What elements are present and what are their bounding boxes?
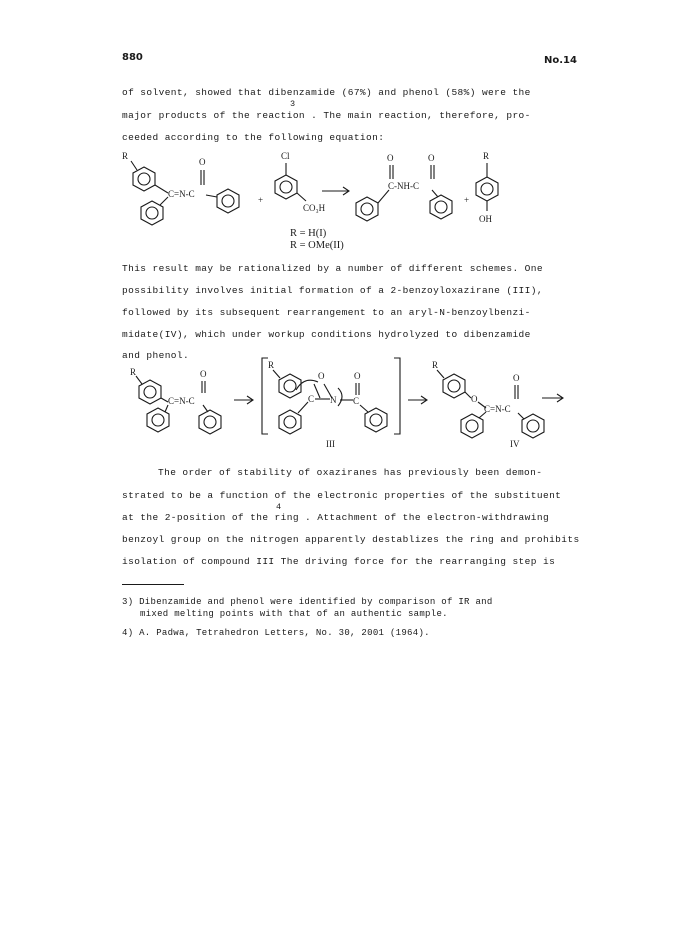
electron-arrow <box>338 388 342 406</box>
right-bracket <box>394 358 400 434</box>
carbonyl-oxygen: O <box>387 153 394 163</box>
carbonyl-oxygen: O <box>200 369 207 379</box>
benzene-ring <box>476 177 498 201</box>
benzene-ring <box>275 175 297 199</box>
footnote-ref-3: 3 <box>290 99 296 109</box>
compound-label-iii: III <box>326 439 335 449</box>
benzene-ring <box>522 414 544 438</box>
text-line: strated to be a function of the electronic properties of the substituent <box>122 490 562 501</box>
text-line: of solvent, showed that dibenzamide (67%) and phenol (58%) were the <box>122 87 531 98</box>
ring-nitrogen: N <box>330 395 337 405</box>
compound-label-iv: IV <box>510 439 520 449</box>
carbonyl-oxygen: O <box>354 371 361 381</box>
benzene-ring <box>279 374 301 398</box>
reaction-scheme-2 <box>110 352 570 452</box>
carbonyl-carbon: C <box>353 396 360 406</box>
text-line: This result may be rationalized by a number of different schemes. One <box>122 263 543 274</box>
footnote-3: 3) Dibenzamide and phenol were identified by comparison of IR and <box>122 597 493 607</box>
imine-group: C=N-C <box>168 396 195 406</box>
footnote-ref-4: 4 <box>276 502 282 512</box>
ring-carbon: C <box>308 394 315 404</box>
text-line: and phenol. <box>122 350 190 361</box>
peracid-group: CO₃H <box>303 203 326 213</box>
footnote-rule <box>122 584 184 585</box>
text-line: major products of the reaction . The main reaction, therefore, pro- <box>122 110 531 121</box>
text-line: midate(IV), which under workup conditions hydrolyzed to dibenzamide <box>122 329 531 340</box>
compound-label: R = OMe(II) <box>290 240 344 251</box>
text-line: followed by its subsequent rearrangement to an aryl-N-benzoylbenzi- <box>122 307 531 318</box>
substituent-r: R <box>432 360 439 370</box>
benzene-ring <box>217 189 239 213</box>
benzene-ring <box>133 167 155 191</box>
footnote-4: 4) A. Padwa, Tetrahedron Letters, No. 30, 2001 (1964). <box>122 628 430 638</box>
benzene-ring <box>279 410 301 434</box>
benzene-ring <box>139 380 161 404</box>
hydroxyl-group: OH <box>479 214 492 224</box>
benzene-ring <box>356 197 378 221</box>
compound-label: R = H(I) <box>290 228 327 239</box>
text-line: isolation of compound III The driving force for the rearranging step is <box>122 556 556 567</box>
benzene-ring <box>199 410 221 434</box>
benzene-ring <box>430 195 452 219</box>
page-number: 880 <box>122 52 143 63</box>
benzene-ring <box>443 374 465 398</box>
plus-sign: + <box>258 195 264 205</box>
chloro-group: Cl <box>281 151 290 161</box>
text-line: benzoyl group on the nitrogen apparently destablizes the ring and prohibits <box>122 534 580 545</box>
plus-sign: + <box>464 195 470 205</box>
journal-issue: No.14 <box>544 55 577 66</box>
ether-oxygen: O <box>471 394 478 404</box>
text-line: possibility involves initial formation of a 2-benzoyloxazirane (III), <box>122 285 543 296</box>
imine-group: C=N-C <box>484 404 511 414</box>
reaction-scheme-1 <box>110 145 570 235</box>
substituent-r: R <box>130 367 137 377</box>
carbonyl-oxygen: O <box>513 373 520 383</box>
ring-oxygen: O <box>318 371 325 381</box>
substituent-r: R <box>122 151 129 161</box>
text-line: ceeded according to the following equation: <box>122 132 385 143</box>
amide-linkage: C-NH-C <box>388 181 419 191</box>
substituent-r: R <box>483 151 490 161</box>
carbonyl-oxygen: O <box>199 157 206 167</box>
imine-group: C=N-C <box>168 189 195 199</box>
text-line: at the 2-position of the ring . Attachment of the electron-withdrawing <box>122 512 550 523</box>
carbonyl-oxygen: O <box>428 153 435 163</box>
text-line: The order of stability of oxaziranes has previously been demon- <box>158 467 543 478</box>
footnote-3-cont: mixed melting points with that of an authentic sample. <box>140 609 448 619</box>
substituent-r: R <box>268 360 275 370</box>
